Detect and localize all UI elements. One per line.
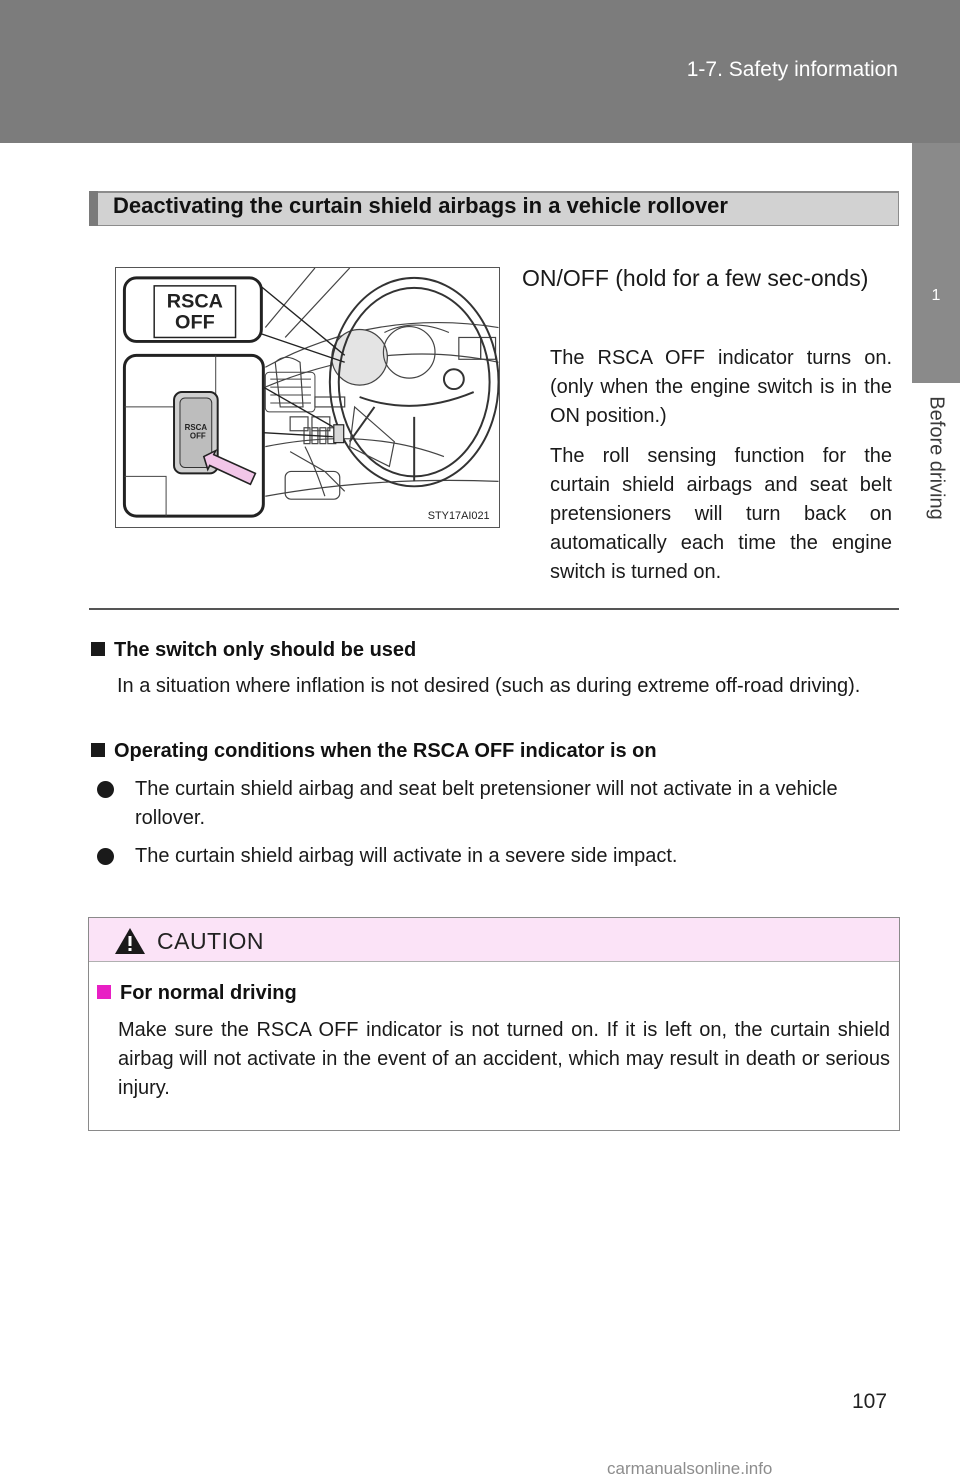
switch-label-line1: RSCA xyxy=(184,422,208,432)
info-heading-switch-use-text: The switch only should be used xyxy=(114,639,417,661)
list-item-text: The curtain shield airbag and seat belt pretensioner will not activate in a vehicle rollover. xyxy=(135,778,838,829)
step-note-indicator: The RSCA OFF indicator turns on. (only when the engine switch is in the ON position.) xyxy=(550,347,892,427)
figure-code: STY17AI021 xyxy=(427,510,490,523)
info-paragraph-switch-use: In a situation where inflation is not desired (such as during extreme off-road driving). xyxy=(117,675,861,697)
caution-body: Make sure the RSCA OFF indicator is not turned on. If it is left on, the curtain shield airbag will not activate in the event of an accident, which may result in death or serious injury. xyxy=(118,1019,890,1099)
caution-box xyxy=(88,917,900,1131)
round-bullet-icon xyxy=(97,848,114,865)
info-heading-operating-conditions xyxy=(91,740,657,763)
section-breadcrumb: 1-7. Safety information xyxy=(686,58,898,81)
caution-heading xyxy=(97,982,297,1005)
watermark: carmanualsonline.info xyxy=(607,1459,773,1478)
list-item xyxy=(97,842,897,871)
square-bullet-icon xyxy=(91,642,105,656)
callout-indicator-label-line2: OFF xyxy=(175,311,215,334)
chapter-number: 1 xyxy=(931,287,941,304)
dashboard-illustration xyxy=(115,267,500,528)
chapter-label: Before driving xyxy=(925,396,948,520)
caution-heading-text: For normal driving xyxy=(120,982,297,1004)
square-bullet-icon xyxy=(97,985,111,999)
switch-label-line2: OFF xyxy=(189,431,206,441)
list-item-text: The curtain shield airbag will activate in a severe side impact. xyxy=(135,845,678,867)
chapter-tab xyxy=(912,143,960,383)
dashboard-drawing xyxy=(116,268,499,527)
step-instruction: ON/OFF (hold for a few sec-onds) xyxy=(522,265,869,291)
callout-indicator-label-line1: RSCA xyxy=(166,290,223,313)
section-divider xyxy=(89,608,899,610)
warning-triangle-icon xyxy=(113,926,147,956)
caution-label: CAUTION xyxy=(157,928,264,954)
caution-header xyxy=(89,918,899,962)
section-title: Deactivating the curtain shield airbags in a vehicle rollover xyxy=(113,193,728,218)
section-heading-accent xyxy=(89,191,98,226)
list-item xyxy=(97,775,897,833)
page-number: 107 xyxy=(852,1390,888,1413)
info-heading-operating-conditions-text: Operating conditions when the RSCA OFF indicator is on xyxy=(114,740,657,762)
step-note-roll-sensing: The roll sensing function for the curtain shield airbags and seat belt pretensioners will turn back on automatically each time the engine switch is turned on. xyxy=(550,445,892,583)
info-heading-switch-use xyxy=(91,639,416,662)
round-bullet-icon xyxy=(97,781,114,798)
square-bullet-icon xyxy=(91,743,105,757)
